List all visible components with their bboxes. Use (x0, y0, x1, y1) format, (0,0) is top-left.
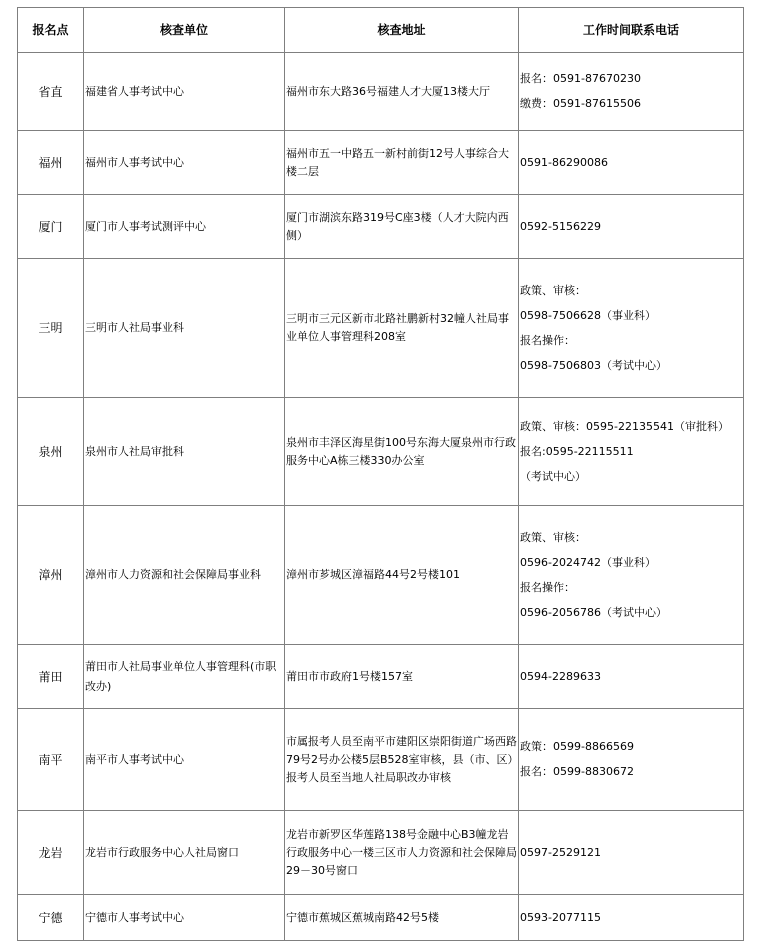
unit-cell: 宁德市人事考试中心 (84, 895, 285, 941)
contact-line: 0597-2529121 (520, 845, 601, 859)
contact-line: 0596-2056786（考试中心） (520, 605, 667, 619)
point-cell: 泉州 (18, 398, 84, 506)
contact-cell (519, 645, 744, 709)
address-cell: 厦门市湖滨东路319号C座3楼（人才大院内西侧） (285, 195, 519, 259)
unit-cell: 福州市人事考试中心 (84, 131, 285, 195)
address-cell: 福州市东大路36号福建人才大厦13楼大厅 (285, 53, 519, 131)
point-cell: 福州 (18, 131, 84, 195)
address-cell: 三明市三元区新市北路社鹏新村32幢人社局事业单位人事管理科208室 (285, 259, 519, 398)
contact-line: 0592-5156229 (520, 219, 601, 233)
contact-line: 报名：0591-87670230 (520, 72, 641, 85)
unit-cell: 三明市人社局事业科 (84, 259, 285, 398)
address-cell: 漳州市芗城区漳福路44号2号楼101 (285, 506, 519, 645)
contact-line: 政策：0599-8866569 (520, 740, 634, 753)
contact-line: 政策、审核：0595-22135541（审批科） (520, 419, 729, 433)
table-row (18, 195, 744, 259)
table-row (18, 645, 744, 709)
contact-line: 报名：0599-8830672 (520, 765, 634, 778)
contact-line: 政策、审核： (520, 530, 586, 544)
point-cell: 三明 (18, 259, 84, 398)
address-cell: 龙岩市新罗区华莲路138号金融中心B3幢龙岩行政服务中心一楼三区市人力资源和社会保障局29－30号窗口 (285, 811, 519, 895)
unit-cell: 莆田市人社局事业单位人事管理科(市职改办) (84, 645, 285, 709)
address-cell: 莆田市市政府1号楼157室 (285, 645, 519, 709)
header-address: 核查地址 (285, 8, 519, 53)
contact-cell (519, 131, 744, 195)
contact-cell (519, 259, 744, 398)
unit-cell: 福建省人事考试中心 (84, 53, 285, 131)
contact-line: 缴费：0591-87615506 (520, 97, 641, 110)
table-row (18, 398, 744, 506)
point-cell: 厦门 (18, 195, 84, 259)
contact-line: 0596-2024742（事业科） (520, 555, 656, 569)
address-cell: 市属报考人员至南平市建阳区崇阳街道广场西路79号2号办公楼5层B528室审核，县（市、区）报考人员至当地人社局职改办审核 (285, 709, 519, 811)
point-cell: 南平 (18, 709, 84, 811)
address-cell: 泉州市丰泽区海星街100号东海大厦泉州市行政服务中心A栋三楼330办公室 (285, 398, 519, 506)
contact-cell (519, 195, 744, 259)
point-cell: 漳州 (18, 506, 84, 645)
contact-cell (519, 398, 744, 506)
contact-line: 0593-2077115 (520, 910, 601, 924)
address-cell: 福州市五一中路五一新村前街12号人事综合大楼二层 (285, 131, 519, 195)
contact-line: 0598-7506628（事业科） (520, 308, 656, 322)
table-row (18, 53, 744, 131)
contact-line: 报名操作： (520, 580, 575, 594)
contact-line: 报名:0595-22115511 (520, 444, 634, 458)
contact-cell (519, 53, 744, 131)
table-row (18, 811, 744, 895)
table-row (18, 259, 744, 398)
verification-table (17, 7, 744, 941)
contact-line: 政策、审核： (520, 283, 586, 297)
point-cell: 龙岩 (18, 811, 84, 895)
header-row (18, 8, 744, 53)
contact-cell (519, 506, 744, 645)
unit-cell: 南平市人事考试中心 (84, 709, 285, 811)
unit-cell: 泉州市人社局审批科 (84, 398, 285, 506)
contact-line: 0594-2289633 (520, 669, 601, 683)
table-row (18, 131, 744, 195)
contact-line: 0591-86290086 (520, 155, 608, 169)
contact-cell (519, 709, 744, 811)
contact-line: 0598-7506803（考试中心） (520, 358, 667, 372)
address-cell: 宁德市蕉城区蕉城南路42号5楼 (285, 895, 519, 941)
point-cell: 宁德 (18, 895, 84, 941)
header-contact: 工作时间联系电话 (519, 8, 744, 53)
point-cell: 省直 (18, 53, 84, 131)
unit-cell: 龙岩市行政服务中心人社局窗口 (84, 811, 285, 895)
unit-cell: 厦门市人事考试测评中心 (84, 195, 285, 259)
table-row (18, 709, 744, 811)
point-cell: 莆田 (18, 645, 84, 709)
header-point: 报名点 (18, 8, 84, 53)
table-row (18, 506, 744, 645)
contact-line: 报名操作： (520, 333, 575, 347)
header-unit: 核查单位 (84, 8, 285, 53)
contact-cell (519, 811, 744, 895)
unit-cell: 漳州市人力资源和社会保障局事业科 (84, 506, 285, 645)
contact-line: （考试中心） (520, 469, 586, 483)
